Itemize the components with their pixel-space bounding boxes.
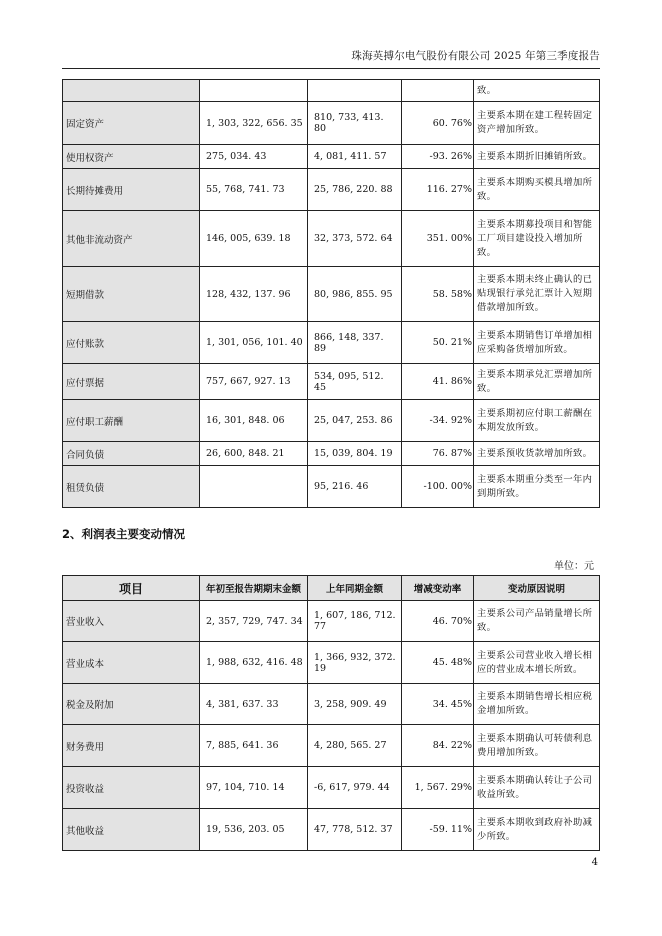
- item-cell: 应付职工薪酬: [63, 400, 200, 442]
- change-rate-cell: 76. 87%: [402, 442, 474, 466]
- reason-cell: 主要系本期确认转让子公司收益所致。: [474, 767, 600, 809]
- previous-amount-cell: 4, 280, 565. 27: [308, 725, 402, 767]
- reason-cell: 主要系本期确认可转债利息费用增加所致。: [474, 725, 600, 767]
- table-row: [63, 809, 600, 851]
- current-amount-cell: 2, 357, 729, 747. 34: [200, 601, 308, 642]
- item-cell: 税金及附加: [63, 684, 200, 725]
- change-rate-cell: 41. 86%: [402, 364, 474, 400]
- item-cell: 营业成本: [63, 642, 200, 684]
- previous-amount-cell: 3, 258, 909. 49: [308, 684, 402, 725]
- page-header: 珠海英搏尔电气股份有限公司 2025 年第三季度报告: [351, 50, 600, 62]
- header-divider: [62, 68, 600, 69]
- reason-cell: 主要系本期销售增长相应税金增加所致。: [474, 684, 600, 725]
- current-amount-cell: 275, 034. 43: [200, 145, 308, 169]
- header-reason: 变动原因说明: [474, 576, 600, 601]
- item-cell: 营业收入: [63, 601, 200, 642]
- item-cell: 其他非流动资产: [63, 211, 200, 267]
- current-amount-cell: 757, 667, 927. 13: [200, 364, 308, 400]
- table-row: [63, 364, 600, 400]
- item-cell: 财务费用: [63, 725, 200, 767]
- change-rate-cell: 58. 58%: [402, 267, 474, 322]
- change-rate-cell: 60. 76%: [402, 102, 474, 145]
- previous-amount-cell: 25, 047, 253. 86: [308, 400, 402, 442]
- table-header-row: [63, 576, 600, 601]
- current-amount-cell: 19, 536, 203. 05: [200, 809, 308, 851]
- balance-change-table: [62, 79, 600, 508]
- item-cell: 合同负债: [63, 442, 200, 466]
- item-cell: 使用权资产: [63, 145, 200, 169]
- reason-cell: 主要系本期折旧摊销所致。: [474, 145, 600, 169]
- current-amount-cell: [200, 80, 308, 102]
- change-rate-cell: -59. 11%: [402, 809, 474, 851]
- item-cell: 固定资产: [63, 102, 200, 145]
- unit-label: 单位：元: [554, 561, 594, 572]
- reason-cell: 主要系本期收到政府补助减少所致。: [474, 809, 600, 851]
- reason-cell: 主要系本期购买模具增加所致。: [474, 169, 600, 211]
- section-title: 2、利润表主要变动情况: [62, 527, 186, 541]
- previous-amount-cell: 4, 081, 411. 57: [308, 145, 402, 169]
- change-rate-cell: 116. 27%: [402, 169, 474, 211]
- change-rate-cell: 50. 21%: [402, 322, 474, 364]
- current-amount-cell: 1, 988, 632, 416. 48: [200, 642, 308, 684]
- table-row: [63, 102, 600, 145]
- current-amount-cell: 16, 301, 848. 06: [200, 400, 308, 442]
- change-rate-cell: [402, 80, 474, 102]
- reason-cell: 主要系期初应付职工薪酬在本期发放所致。: [474, 400, 600, 442]
- current-amount-cell: [200, 466, 308, 508]
- item-cell: 投资收益: [63, 767, 200, 809]
- previous-amount-cell: 80, 986, 855. 95: [308, 267, 402, 322]
- change-rate-cell: -34. 92%: [402, 400, 474, 442]
- table-row: [63, 642, 600, 684]
- change-rate-cell: 46. 70%: [402, 601, 474, 642]
- change-rate-cell: 45. 48%: [402, 642, 474, 684]
- header-item: 项目: [63, 576, 200, 601]
- current-amount-cell: 55, 768, 741. 73: [200, 169, 308, 211]
- table-row: [63, 400, 600, 442]
- current-amount-cell: 97, 104, 710. 14: [200, 767, 308, 809]
- current-amount-cell: 7, 885, 641. 36: [200, 725, 308, 767]
- previous-amount-cell: 534, 095, 512. 45: [308, 364, 402, 400]
- item-cell: 应付票据: [63, 364, 200, 400]
- current-amount-cell: 1, 301, 056, 101. 40: [200, 322, 308, 364]
- reason-cell: 主要系公司产品销量增长所致。: [474, 601, 600, 642]
- item-cell: 长期待摊费用: [63, 169, 200, 211]
- item-cell: 租赁负债: [63, 466, 200, 508]
- table-row: [63, 145, 600, 169]
- previous-amount-cell: [308, 80, 402, 102]
- item-cell: 应付账款: [63, 322, 200, 364]
- reason-cell: 主要系本期未终止确认的已贴现银行承兑汇票计入短期借款增加所致。: [474, 267, 600, 322]
- change-rate-cell: 34. 45%: [402, 684, 474, 725]
- table-row: [63, 442, 600, 466]
- change-rate-cell: 351. 00%: [402, 211, 474, 267]
- previous-amount-cell: 47, 778, 512. 37: [308, 809, 402, 851]
- change-rate-cell: 1, 567. 29%: [402, 767, 474, 809]
- reason-cell: 致。: [474, 80, 600, 102]
- income-change-table: [62, 575, 600, 851]
- current-amount-cell: 4, 381, 637. 33: [200, 684, 308, 725]
- change-rate-cell: 84. 22%: [402, 725, 474, 767]
- reason-cell: 主要系公司营业收入增长相应的营业成本增长所致。: [474, 642, 600, 684]
- previous-amount-cell: 32, 373, 572. 64: [308, 211, 402, 267]
- table-row: [63, 601, 600, 642]
- header-current-amount: 年初至报告期期末金额: [200, 576, 308, 601]
- previous-amount-cell: 1, 366, 932, 372. 19: [308, 642, 402, 684]
- current-amount-cell: 146, 005, 639. 18: [200, 211, 308, 267]
- table-row: [63, 466, 600, 508]
- reason-cell: 主要系本期募投项目和智能工厂项目建设投入增加所致。: [474, 211, 600, 267]
- table-row: [63, 322, 600, 364]
- item-cell: [63, 80, 200, 102]
- table-row: [63, 684, 600, 725]
- table-row: [63, 767, 600, 809]
- item-cell: 其他收益: [63, 809, 200, 851]
- page-number: 4: [591, 857, 598, 868]
- header-change-rate: 增减变动率: [402, 576, 474, 601]
- reason-cell: 主要系预收货款增加所致。: [474, 442, 600, 466]
- current-amount-cell: 128, 432, 137. 96: [200, 267, 308, 322]
- current-amount-cell: 1, 303, 322, 656. 35: [200, 102, 308, 145]
- previous-amount-cell: 25, 786, 220. 88: [308, 169, 402, 211]
- header-previous-amount: 上年同期金额: [308, 576, 402, 601]
- previous-amount-cell: 95, 216. 46: [308, 466, 402, 508]
- reason-cell: 主要系本期承兑汇票增加所致。: [474, 364, 600, 400]
- table-row: [63, 211, 600, 267]
- previous-amount-cell: 15, 039, 804. 19: [308, 442, 402, 466]
- reason-cell: 主要系本期重分类至一年内到期所致。: [474, 466, 600, 508]
- reason-cell: 主要系本期销售订单增加相应采购备货增加所致。: [474, 322, 600, 364]
- previous-amount-cell: 866, 148, 337. 89: [308, 322, 402, 364]
- change-rate-cell: -93. 26%: [402, 145, 474, 169]
- table-row: [63, 725, 600, 767]
- table-row: [63, 80, 600, 102]
- change-rate-cell: -100. 00%: [402, 466, 474, 508]
- table-row: [63, 169, 600, 211]
- previous-amount-cell: 1, 607, 186, 712. 77: [308, 601, 402, 642]
- previous-amount-cell: 810, 733, 413. 80: [308, 102, 402, 145]
- current-amount-cell: 26, 600, 848. 21: [200, 442, 308, 466]
- item-cell: 短期借款: [63, 267, 200, 322]
- reason-cell: 主要系本期在建工程转固定资产增加所致。: [474, 102, 600, 145]
- table-row: [63, 267, 600, 322]
- previous-amount-cell: -6, 617, 979. 44: [308, 767, 402, 809]
